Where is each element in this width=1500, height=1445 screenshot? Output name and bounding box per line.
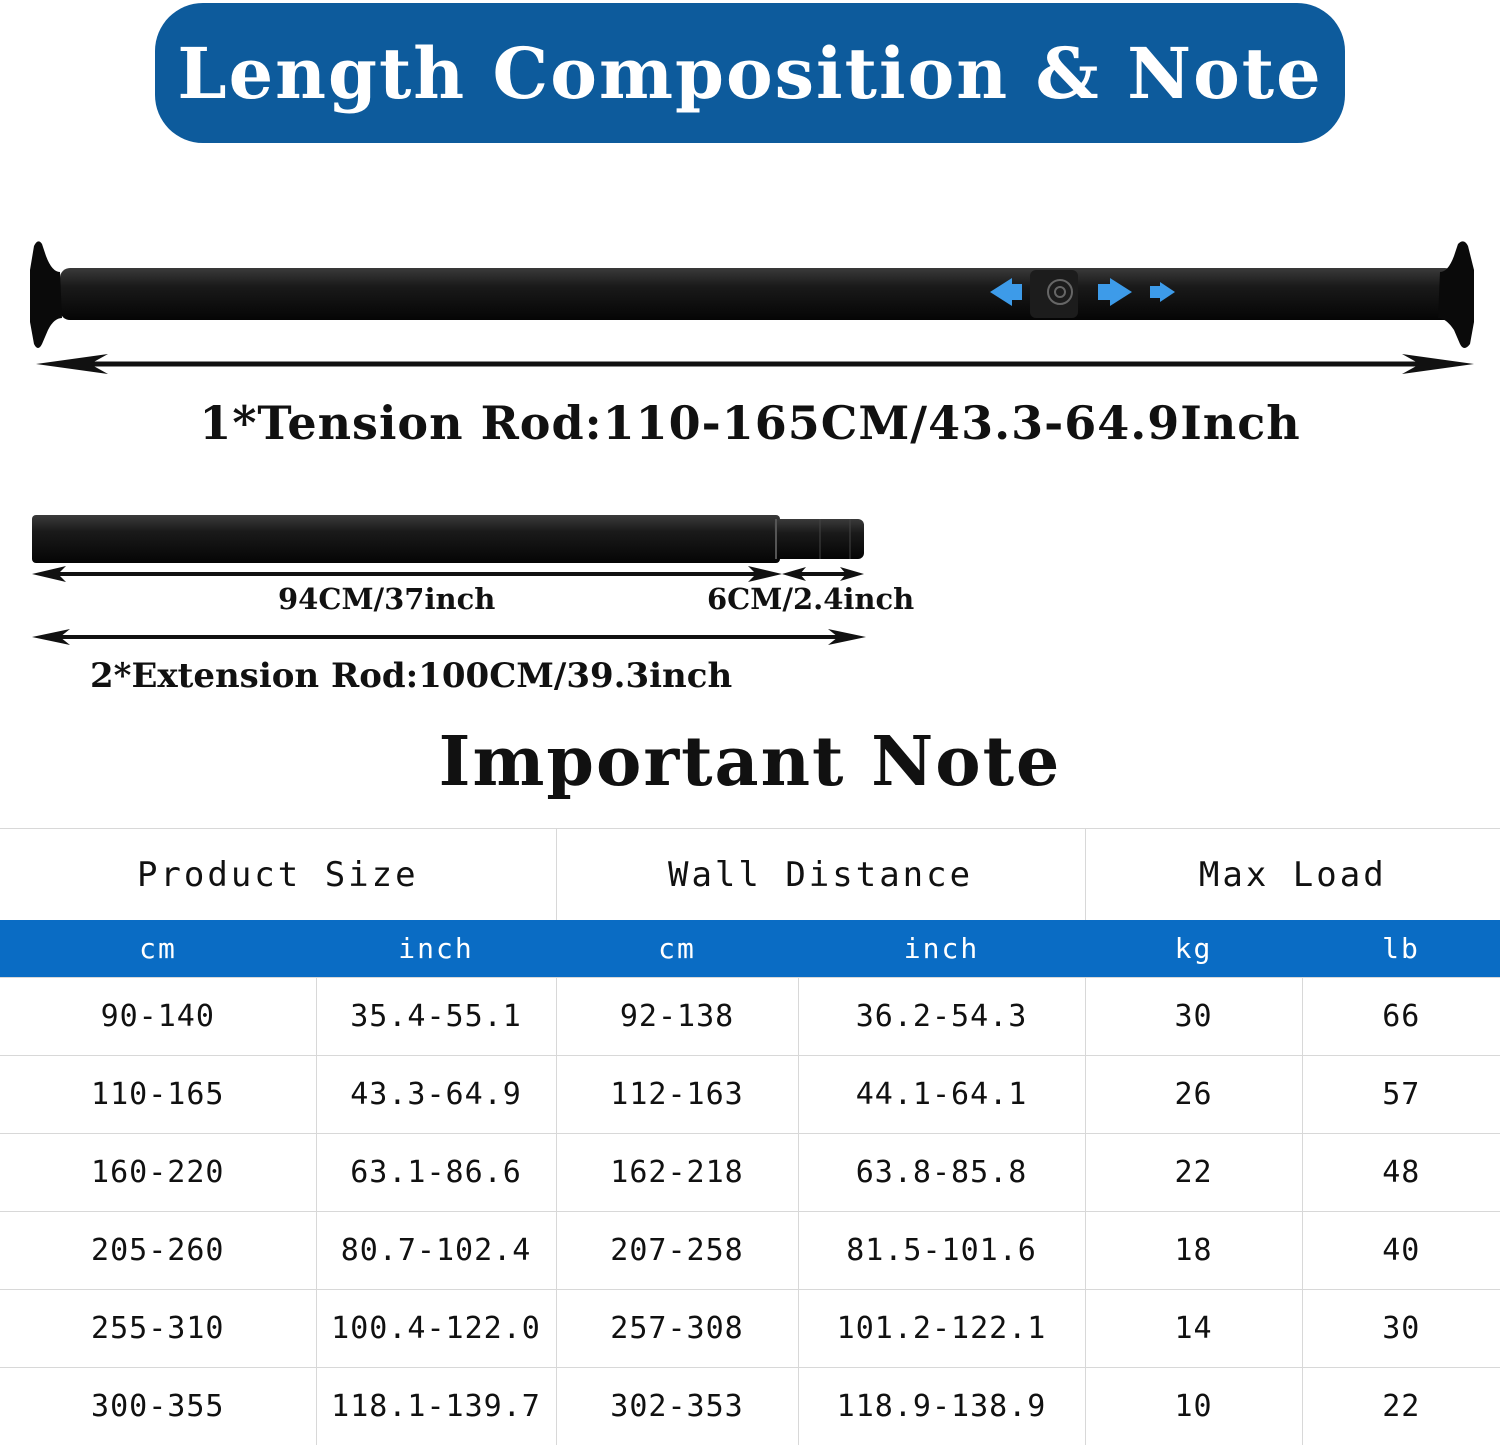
table-cell: 26	[1085, 1056, 1302, 1134]
tension-rod-label: 1*Tension Rod:110-165CM/43.3-64.9Inch	[0, 396, 1500, 450]
extension-rod-label: 2*Extension Rod:100CM/39.3inch	[90, 656, 732, 696]
table-cell: 118.1-139.7	[316, 1368, 556, 1445]
unit-header: lb	[1302, 920, 1500, 978]
extension-dimension-arrow	[32, 629, 866, 645]
table-cell: 205-260	[0, 1212, 316, 1290]
extension-segment-main-label: 94CM/37inch	[278, 582, 495, 616]
segment-end-arrow	[782, 567, 864, 581]
tension-rod-image	[30, 241, 1474, 348]
unit-header: inch	[798, 920, 1085, 978]
table-cell: 35.4-55.1	[316, 978, 556, 1056]
size-spec-table	[0, 828, 1500, 1445]
unit-header: cm	[0, 920, 316, 978]
table-row	[0, 1134, 1500, 1212]
table-cell: 255-310	[0, 1290, 316, 1368]
tension-rod-right-cap	[1438, 241, 1474, 348]
banner-title: Length Composition & Note	[177, 32, 1322, 115]
table-cell: 40	[1302, 1212, 1500, 1290]
table-cell: 48	[1302, 1134, 1500, 1212]
table-cell: 112-163	[556, 1056, 798, 1134]
table-cell: 44.1-64.1	[798, 1056, 1085, 1134]
tension-dimension-arrow	[36, 354, 1474, 374]
extension-rod-body	[32, 515, 780, 563]
unit-header: cm	[556, 920, 798, 978]
table-cell: 22	[1085, 1134, 1302, 1212]
table-row	[0, 1290, 1500, 1368]
table-cell: 162-218	[556, 1134, 798, 1212]
table-cell: 92-138	[556, 978, 798, 1056]
table-row	[0, 1368, 1500, 1445]
table-row	[0, 1056, 1500, 1134]
table-cell: 22	[1302, 1368, 1500, 1445]
table-cell: 63.8-85.8	[798, 1134, 1085, 1212]
extension-rod-image	[32, 515, 864, 563]
table-cell: 100.4-122.0	[316, 1290, 556, 1368]
unit-header: inch	[316, 920, 556, 978]
tension-rod-joint	[1030, 270, 1078, 318]
table-row	[0, 1212, 1500, 1290]
table-cell: 110-165	[0, 1056, 316, 1134]
table-cell: 257-308	[556, 1290, 798, 1368]
tension-rod-left-cap	[30, 241, 62, 348]
table-cell: 18	[1085, 1212, 1302, 1290]
table-cell: 14	[1085, 1290, 1302, 1368]
table-cell: 10	[1085, 1368, 1302, 1445]
table-cell: 81.5-101.6	[798, 1212, 1085, 1290]
table-cell: 36.2-54.3	[798, 978, 1085, 1056]
table-unit-header	[0, 920, 1500, 978]
extension-segment-end-label: 6CM/2.4inch	[707, 582, 914, 616]
table-cell: 90-140	[0, 978, 316, 1056]
group-header-product-size: Product Size	[0, 829, 556, 921]
table-cell: 63.1-86.6	[316, 1134, 556, 1212]
segment-main-arrow	[32, 566, 782, 582]
table-cell: 66	[1302, 978, 1500, 1056]
table-cell: 101.2-122.1	[798, 1290, 1085, 1368]
group-header-max-load: Max Load	[1085, 829, 1500, 921]
table-cell: 207-258	[556, 1212, 798, 1290]
table-cell: 80.7-102.4	[316, 1212, 556, 1290]
table-cell: 57	[1302, 1056, 1500, 1134]
table-cell: 300-355	[0, 1368, 316, 1445]
unit-header: kg	[1085, 920, 1302, 978]
group-header-wall-distance: Wall Distance	[556, 829, 1085, 921]
table-cell: 302-353	[556, 1368, 798, 1445]
important-note-title: Important Note	[0, 722, 1500, 802]
table-row	[0, 978, 1500, 1056]
table-group-header	[0, 829, 1500, 921]
table-cell: 30	[1302, 1290, 1500, 1368]
table-cell: 43.3-64.9	[316, 1056, 556, 1134]
table-cell: 160-220	[0, 1134, 316, 1212]
table-cell: 30	[1085, 978, 1302, 1056]
tension-rod-body	[60, 268, 1455, 320]
table-cell: 118.9-138.9	[798, 1368, 1085, 1445]
